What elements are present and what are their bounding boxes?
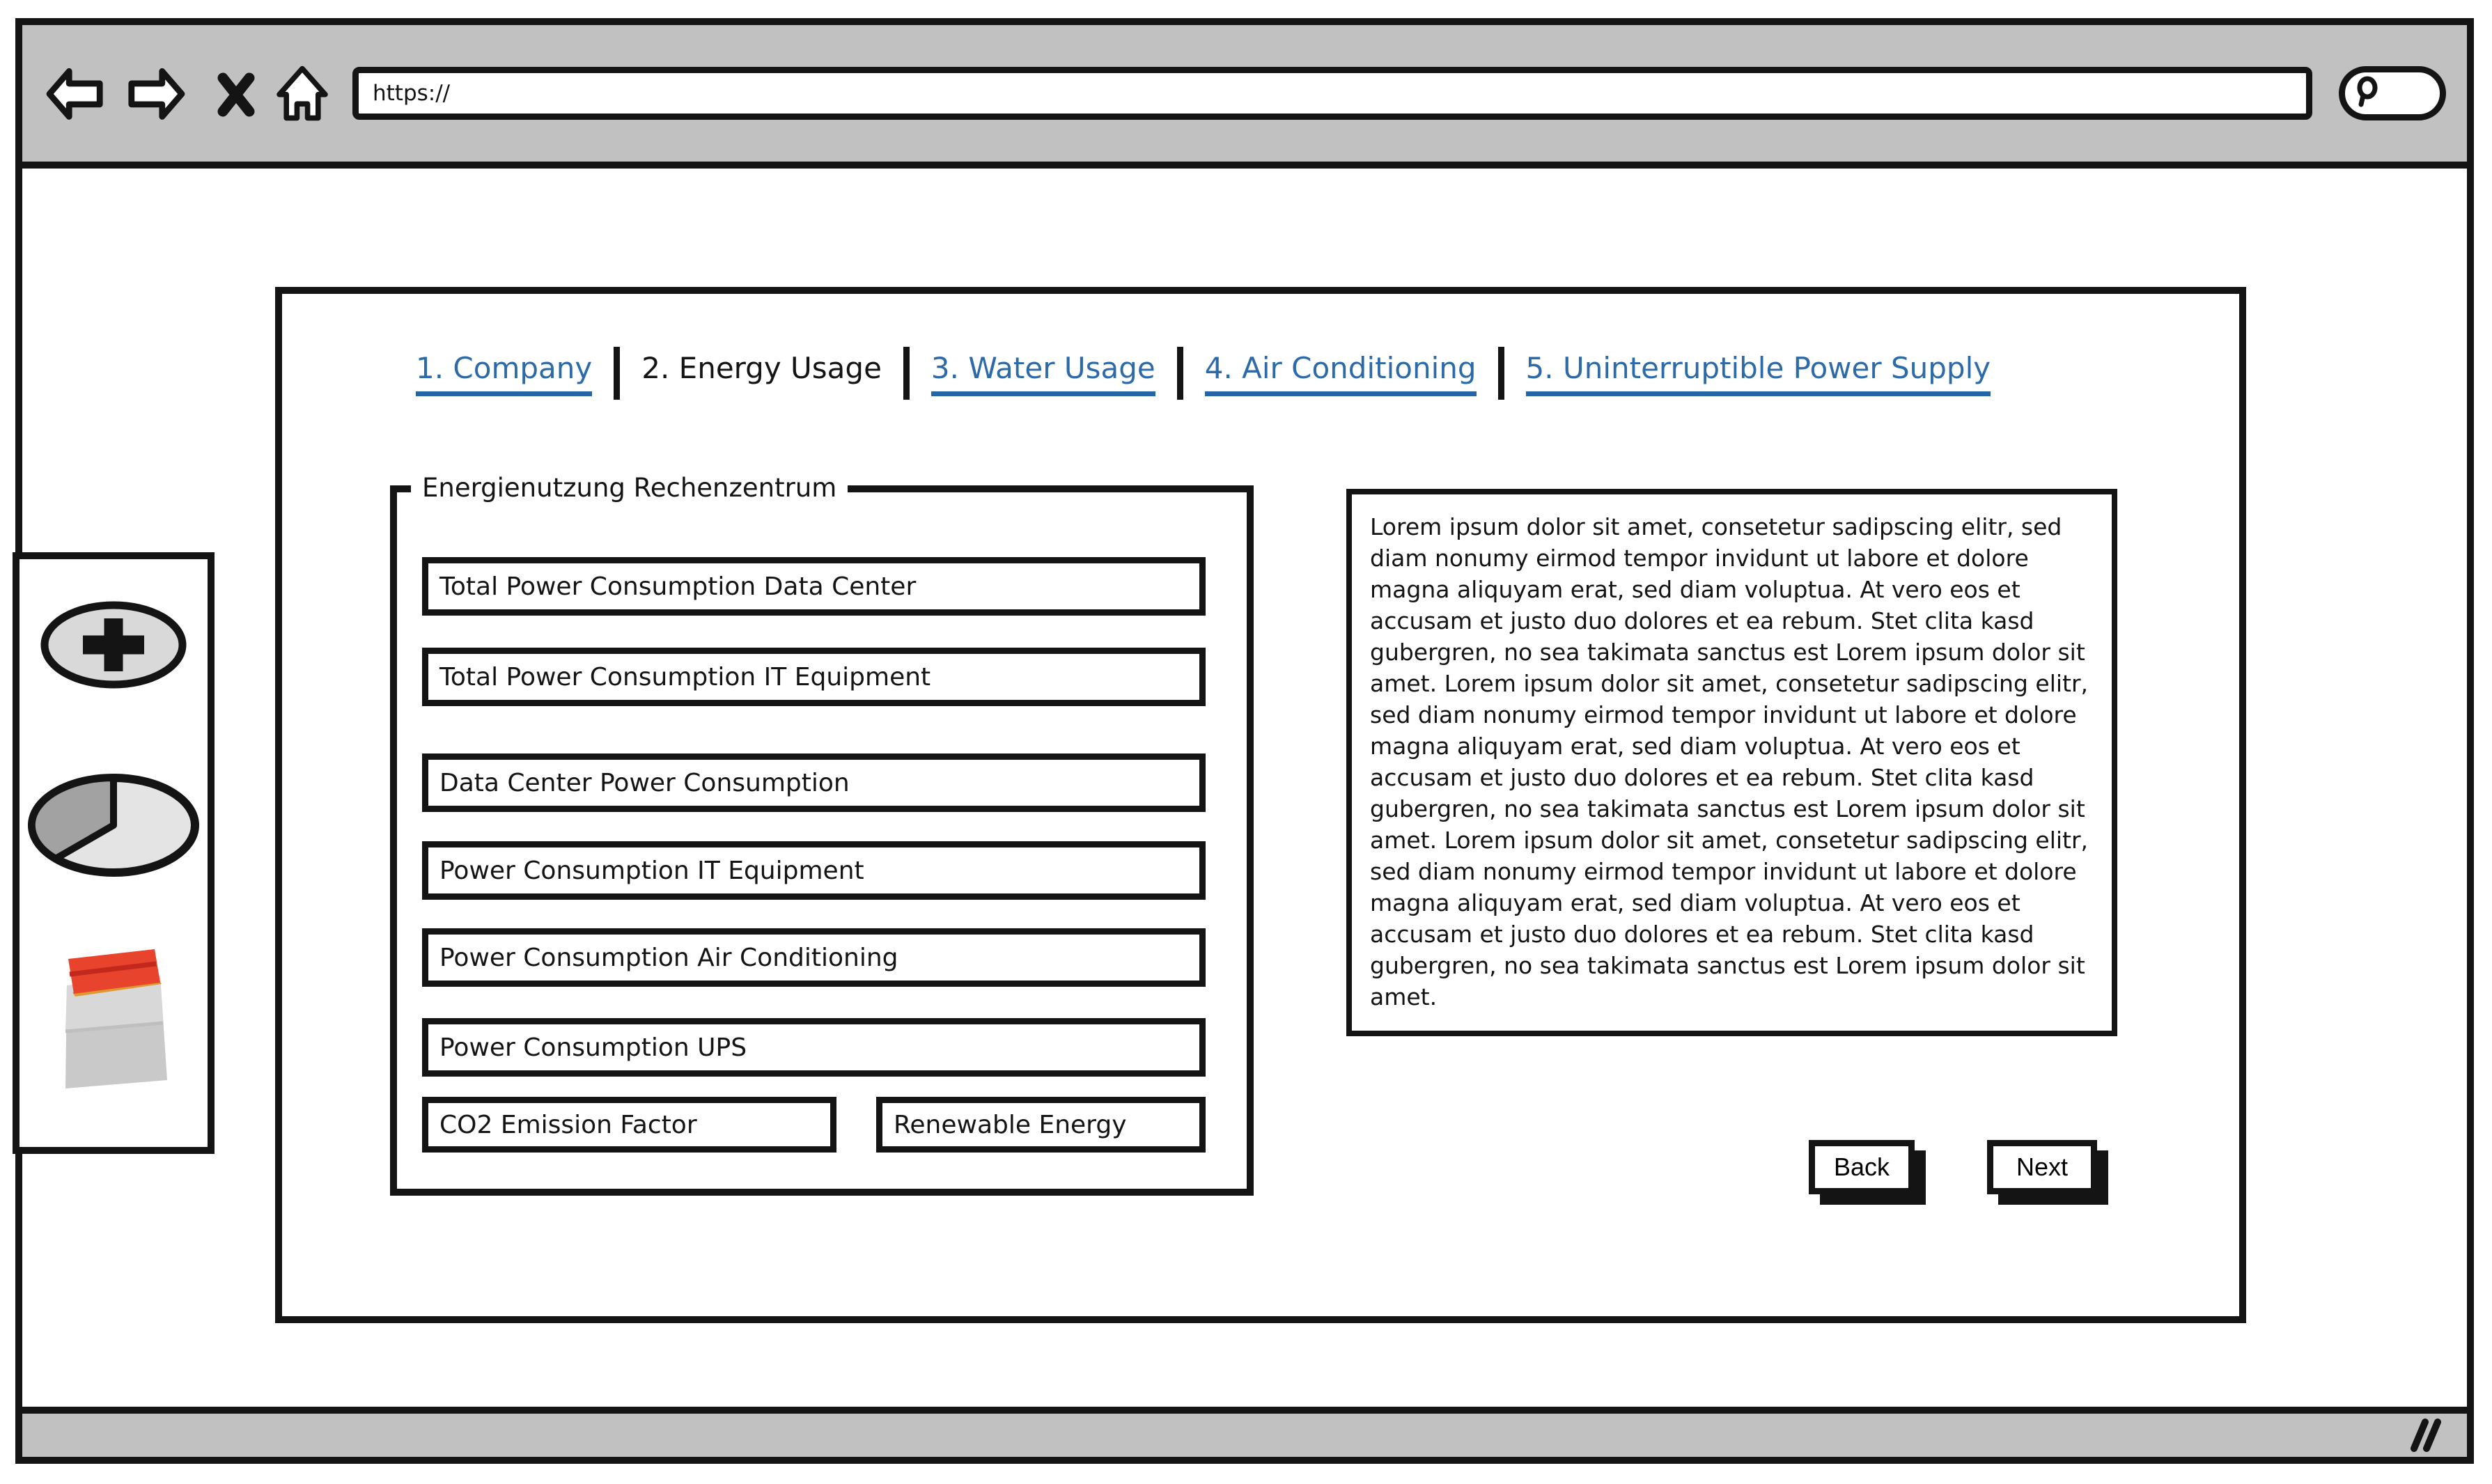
input-data-center-power-consumption[interactable]: Data Center Power Consumption: [422, 753, 1206, 812]
input-power-consumption-it-equipment[interactable]: Power Consumption IT Equipment: [422, 841, 1206, 900]
info-text: Lorem ipsum dolor sit amet, consetetur sadipscing elitr, sed diam nonumy eirmod tempor invidunt ut labore et dolore magna aliquyam erat, sed diam voluptua. At vero eos et accusam et justo duo dolores et ea rebum. Stet clita kasd gubergren, no sea takimata sanctus est Lorem ipsum dolor sit amet. Lorem ipsum dolor sit amet, consetetur sadipscing elitr, sed diam nonumy eirmod tempor invidunt ut labore et dolore magna aliquyam erat, sed diam voluptua. At vero eos et accusam et justo duo dolores et ea rebum. Stet clita kasd gubergren, no sea takimata sanctus est Lorem ipsum dolor sit amet. Lorem ipsum dolor sit amet, consetetur sadipscing elitr, sed diam nonumy eirmod tempor invidunt ut labore et dolore magna aliquyam erat, sed diam voluptua. At vero eos et accusam et justo duo dolores et ea rebum. Stet clita kasd gubergren, no sea takimata sanctus est Lorem ipsum dolor sit amet.: [1370, 513, 2089, 1010]
input-renewable-energy[interactable]: Renewable Energy: [876, 1097, 1206, 1153]
status-bar: [22, 1407, 2467, 1457]
forward-icon[interactable]: [125, 65, 187, 122]
input-power-consumption-ups[interactable]: Power Consumption UPS: [422, 1018, 1206, 1077]
tab-company[interactable]: 1. Company: [416, 351, 592, 396]
pie-chart-icon[interactable]: [24, 771, 203, 880]
tab-separator: [1498, 347, 1504, 400]
input-total-power-consumption-data-center[interactable]: Total Power Consumption Data Center: [422, 557, 1206, 616]
input-power-consumption-air-conditioning[interactable]: Power Consumption Air Conditioning: [422, 928, 1206, 987]
info-text-block: [1346, 489, 2117, 1036]
input-co2-emission-factor[interactable]: CO2 Emission Factor: [422, 1097, 836, 1153]
tab-separator: [614, 347, 620, 400]
tab-ups[interactable]: 5. Uninterruptible Power Supply: [1526, 351, 1991, 396]
wizard-tabs: [416, 347, 1991, 400]
search-input[interactable]: [2339, 66, 2446, 120]
url-text: https://: [373, 81, 451, 106]
tab-energy-usage[interactable]: 2. Energy Usage: [641, 350, 882, 385]
home-icon[interactable]: [276, 64, 329, 123]
stop-icon[interactable]: [216, 65, 256, 121]
add-icon[interactable]: [38, 600, 189, 690]
back-icon[interactable]: [45, 65, 106, 122]
browser-toolbar: [22, 25, 2467, 169]
tab-separator: [903, 347, 910, 400]
tab-air-conditioning[interactable]: 4. Air Conditioning: [1205, 351, 1477, 396]
url-input[interactable]: [352, 67, 2312, 120]
search-icon: [2353, 75, 2383, 111]
resize-grip-icon[interactable]: [2400, 1418, 2443, 1454]
sidebar: [13, 552, 215, 1154]
next-button[interactable]: Next: [1987, 1140, 2097, 1194]
energy-usage-fieldset: [390, 473, 1254, 1196]
back-button[interactable]: Back: [1809, 1140, 1915, 1194]
notes-icon[interactable]: [49, 941, 178, 1095]
tab-water-usage[interactable]: 3. Water Usage: [931, 351, 1155, 396]
fieldset-legend: Energienutzung Rechenzentrum: [411, 473, 848, 503]
tab-separator: [1177, 347, 1183, 400]
input-total-power-consumption-it-equipment[interactable]: Total Power Consumption IT Equipment: [422, 648, 1206, 706]
